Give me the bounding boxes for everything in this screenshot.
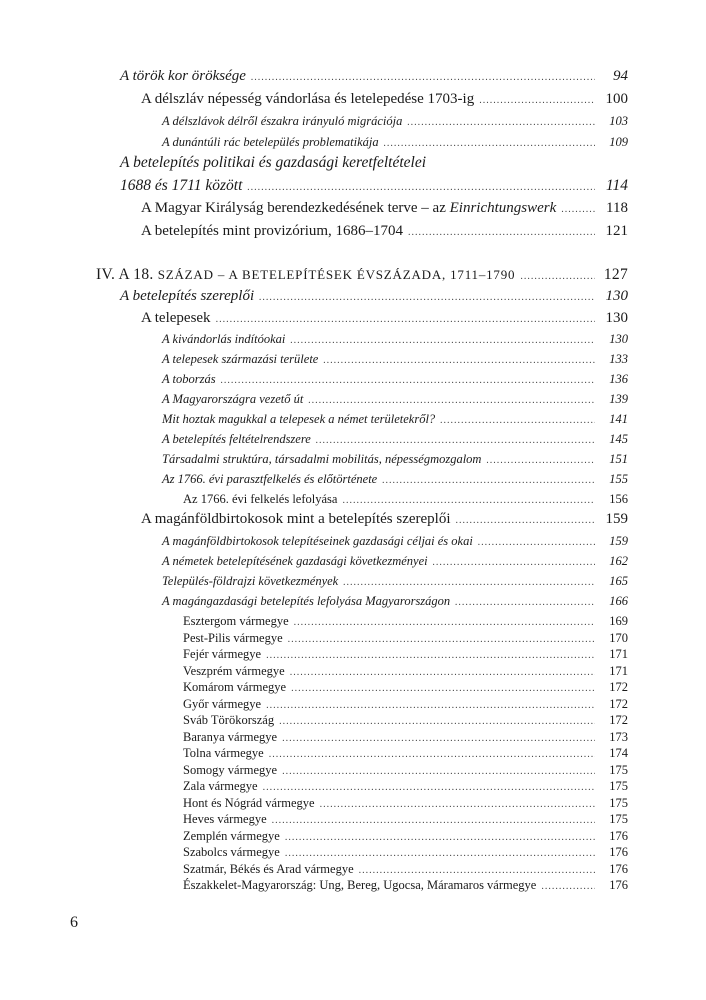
toc-page-number: 170: [609, 631, 628, 645]
dot-leader: [323, 355, 595, 366]
toc-entry-title: A németek betelepítésének gazdasági következményei: [162, 554, 428, 568]
toc-page-number: 175: [609, 779, 628, 793]
toc-entry-title: [141, 200, 556, 217]
toc-entry-title: Északkelet-Magyarország: Ung, Bereg, Ugocsa, Máramaros vármegye: [183, 878, 537, 892]
toc-entry: [0, 697, 706, 712]
toc-entry-title: Zemplén vármegye: [183, 829, 280, 843]
dot-leader: [259, 292, 595, 303]
dot-leader: [282, 766, 595, 777]
toc-entry: [0, 288, 706, 305]
toc-entry-title: A betelepítés szereplői: [120, 288, 255, 304]
toc-page-number: 127: [603, 266, 628, 283]
toc-entry-title: 1688 és 1711 között: [120, 177, 243, 194]
dot-leader: [285, 848, 595, 859]
dot-leader: [290, 335, 595, 346]
dot-leader: [342, 495, 595, 506]
toc-entry-title: Mit hoztak magukkal a telepesek a német területekről?: [162, 412, 436, 426]
toc-entry-title: A magánföldbirtokosok telepítéseinek gazdasági céljai és okai: [162, 534, 473, 548]
toc-entry-title: Zala vármegye: [183, 779, 258, 793]
toc-entry: [0, 68, 706, 85]
dot-leader: [216, 314, 595, 325]
toc-entry: [0, 332, 706, 347]
toc-entry-title: A Magyarországra vezető út: [162, 392, 304, 406]
dot-leader: [440, 415, 595, 426]
toc-page-number: 100: [605, 91, 628, 107]
toc-entry: [0, 511, 706, 528]
toc-entry: [0, 594, 706, 609]
toc-page-number: 133: [609, 352, 628, 366]
dot-leader: [288, 634, 595, 645]
toc-page-number: 162: [609, 554, 628, 568]
toc-entry: [0, 763, 706, 778]
dot-leader: [282, 733, 595, 744]
dot-leader: [263, 782, 595, 793]
dot-leader: [455, 597, 595, 608]
toc-entry-title: Fejér vármegye: [183, 647, 262, 661]
toc-entry-title: A toborzás: [162, 372, 216, 386]
toc-page-number: 109: [609, 135, 628, 149]
toc-page-number: 114: [605, 177, 628, 194]
dot-leader: [308, 395, 595, 406]
toc-page-number: 174: [609, 746, 628, 760]
toc-entry: [0, 746, 706, 761]
toc-page-number: 121: [605, 223, 628, 239]
dot-leader: [456, 515, 595, 526]
toc-page-number: 172: [609, 680, 628, 694]
toc-entry-title: A magángazdasági betelepítés lefolyása Magyarországon: [162, 594, 451, 608]
toc-page-number: 155: [609, 472, 628, 486]
toc-entry-title: A délszláv népesség vándorlása és letelepedése 1703-ig: [141, 91, 475, 107]
toc-entry-title: A betelepítés mint provizórium, 1686–1704: [141, 223, 404, 239]
dot-leader: [359, 865, 595, 876]
toc-entry-title: Szatmár, Békés és Arad vármegye: [183, 862, 354, 876]
chapter-prefix: IV. A 18.: [96, 266, 158, 283]
toc-entry-title: Baranya vármegye: [183, 730, 278, 744]
toc-entry-title: A telepesek: [141, 310, 211, 326]
toc-entry-title: A délszlávok délről északra irányuló migrációja: [162, 114, 403, 128]
dot-leader: [279, 716, 595, 727]
toc-entry-title: Esztergom vármegye: [183, 614, 289, 628]
dot-leader: [269, 749, 595, 760]
toc-entry-title: A betelepítés feltételrendszere: [162, 432, 311, 446]
toc-entry: [0, 452, 706, 467]
toc-entry: [0, 664, 706, 679]
toc-page-number: 118: [606, 200, 628, 216]
toc-entry: [0, 472, 706, 487]
dot-leader: [541, 881, 595, 892]
dot-leader: [486, 455, 595, 466]
toc-entry: [0, 680, 706, 695]
dot-leader: [343, 577, 595, 588]
toc-entry: [0, 845, 706, 860]
toc-entry: [0, 492, 706, 507]
toc-entry: [0, 713, 706, 728]
toc-entry: [0, 631, 706, 646]
toc-entry: [0, 392, 706, 407]
dot-leader: [408, 227, 595, 238]
toc-page-number: 176: [609, 878, 628, 892]
toc-page-number: 159: [609, 534, 628, 548]
toc-entry-title: Település-földrajzi következmények: [162, 574, 339, 588]
toc-entry: [0, 91, 706, 108]
toc-entry: [0, 310, 706, 327]
toc-page-number: 130: [609, 332, 628, 346]
dot-leader: [433, 557, 595, 568]
toc-entry-title: Az 1766. évi felkelés lefolyása: [183, 492, 338, 506]
dot-leader: [290, 667, 595, 678]
dot-leader: [272, 815, 595, 826]
toc-page-number: 94: [613, 68, 628, 84]
toc-entry-title: Sváb Törökország: [183, 713, 275, 727]
toc-page-number: 165: [609, 574, 628, 588]
toc-entry: [0, 177, 706, 195]
dot-leader: [382, 475, 595, 486]
chapter-title-caps: SZÁZAD – A BETELEPÍTÉSEK ÉVSZÁZADA, 1711–1790: [157, 267, 516, 282]
toc-page-number: 175: [609, 796, 628, 810]
dot-leader: [384, 138, 595, 149]
toc-entry-title: Pest-Pilis vármegye: [183, 631, 283, 645]
toc-page-number: 159: [605, 511, 628, 527]
dot-leader: [478, 537, 595, 548]
toc-entry-title: Társadalmi struktúra, társadalmi mobilitás, népességmozgalom: [162, 452, 482, 466]
toc-entry: [0, 554, 706, 569]
toc-entry-title: Tolna vármegye: [183, 746, 264, 760]
toc-entry-title: A telepesek származási területe: [162, 352, 319, 366]
dot-leader: [291, 683, 595, 694]
dot-leader: [316, 435, 595, 446]
dot-leader: [266, 650, 595, 661]
toc-entry-title: A kivándorlás indítóokai: [162, 332, 286, 346]
toc-entry-title: Hont és Nógrád vármegye: [183, 796, 315, 810]
toc-entry: [0, 878, 706, 893]
toc-entry: [0, 730, 706, 745]
toc-page-number: 145: [609, 432, 628, 446]
dot-leader: [320, 799, 595, 810]
toc-entry: [0, 114, 706, 129]
toc-page-number: 171: [609, 647, 628, 661]
dot-leader: [266, 700, 595, 711]
dot-leader: [251, 72, 595, 83]
toc-entry-title-italic: Einrichtungswerk: [449, 200, 557, 216]
toc-entry-title: Heves vármegye: [183, 812, 267, 826]
toc-entry: [0, 352, 706, 367]
toc-entry: [0, 614, 706, 629]
toc-page-number: 172: [609, 697, 628, 711]
toc-entry: [0, 135, 706, 150]
toc-entry: [0, 779, 706, 794]
toc-entry: [0, 829, 706, 844]
toc-entry: [0, 796, 706, 811]
toc-entry-title: A magánföldbirtokosok mint a betelepítés szereplői: [141, 511, 451, 527]
dot-leader: [285, 832, 595, 843]
toc-entry: [0, 412, 706, 427]
toc-entry-title: Veszprém vármegye: [183, 664, 285, 678]
toc-page-number: 171: [609, 664, 628, 678]
toc-entry: [0, 432, 706, 447]
toc-page-number: 130: [605, 288, 628, 304]
toc-entry-title: Somogy vármegye: [183, 763, 278, 777]
toc-page-number: 176: [609, 845, 628, 859]
toc-page-number: 166: [609, 594, 628, 608]
toc-page-number: 175: [609, 812, 628, 826]
toc-entry: [0, 200, 706, 217]
toc-entry-title-part: A Magyar Királyság berendezkedésének terve – az: [141, 200, 450, 216]
chapter-title: [96, 266, 515, 284]
toc-page-number: 136: [609, 372, 628, 386]
dot-leader: [294, 617, 595, 628]
chapter-heading: [0, 266, 706, 284]
toc-page-number: 172: [609, 713, 628, 727]
toc-page-number: 141: [609, 412, 628, 426]
toc-page-number: 130: [605, 310, 628, 326]
toc-page-number: 103: [609, 114, 628, 128]
toc-entry-title: A betelepítés politikai és gazdasági keretfeltételei: [120, 154, 427, 171]
toc-entry: [0, 862, 706, 877]
toc-entry-title: Győr vármegye: [183, 697, 262, 711]
toc-entry: [0, 372, 706, 387]
toc-page-number: 176: [609, 829, 628, 843]
toc-entry: [0, 812, 706, 827]
toc-page-number: 176: [609, 862, 628, 876]
dot-leader: [407, 117, 595, 128]
dot-leader: [520, 271, 595, 282]
toc-entry: [0, 574, 706, 589]
dot-leader: [221, 375, 595, 386]
dot-leader: [561, 204, 595, 215]
toc-page-number: 139: [609, 392, 628, 406]
toc-entry: [0, 154, 706, 172]
page-number: 6: [70, 914, 78, 931]
dot-leader: [479, 95, 595, 106]
toc-entry-title: A török kor öröksége: [120, 68, 246, 84]
toc-page-number: 173: [609, 730, 628, 744]
toc-page-number: 169: [609, 614, 628, 628]
toc-page-number: 156: [609, 492, 628, 506]
toc-page-number: 175: [609, 763, 628, 777]
toc-entry: [0, 223, 706, 240]
toc-entry-title: Szabolcs vármegye: [183, 845, 280, 859]
toc-entry-title: Az 1766. évi parasztfelkelés és előtörténete: [162, 472, 378, 486]
dot-leader: [247, 182, 595, 193]
toc-entry: [0, 647, 706, 662]
toc-page-number: 151: [609, 452, 628, 466]
toc-entry: [0, 534, 706, 549]
toc-entry-title: Komárom vármegye: [183, 680, 287, 694]
toc-entry-title: A dunántúli rác betelepülés problematikája: [162, 135, 379, 149]
